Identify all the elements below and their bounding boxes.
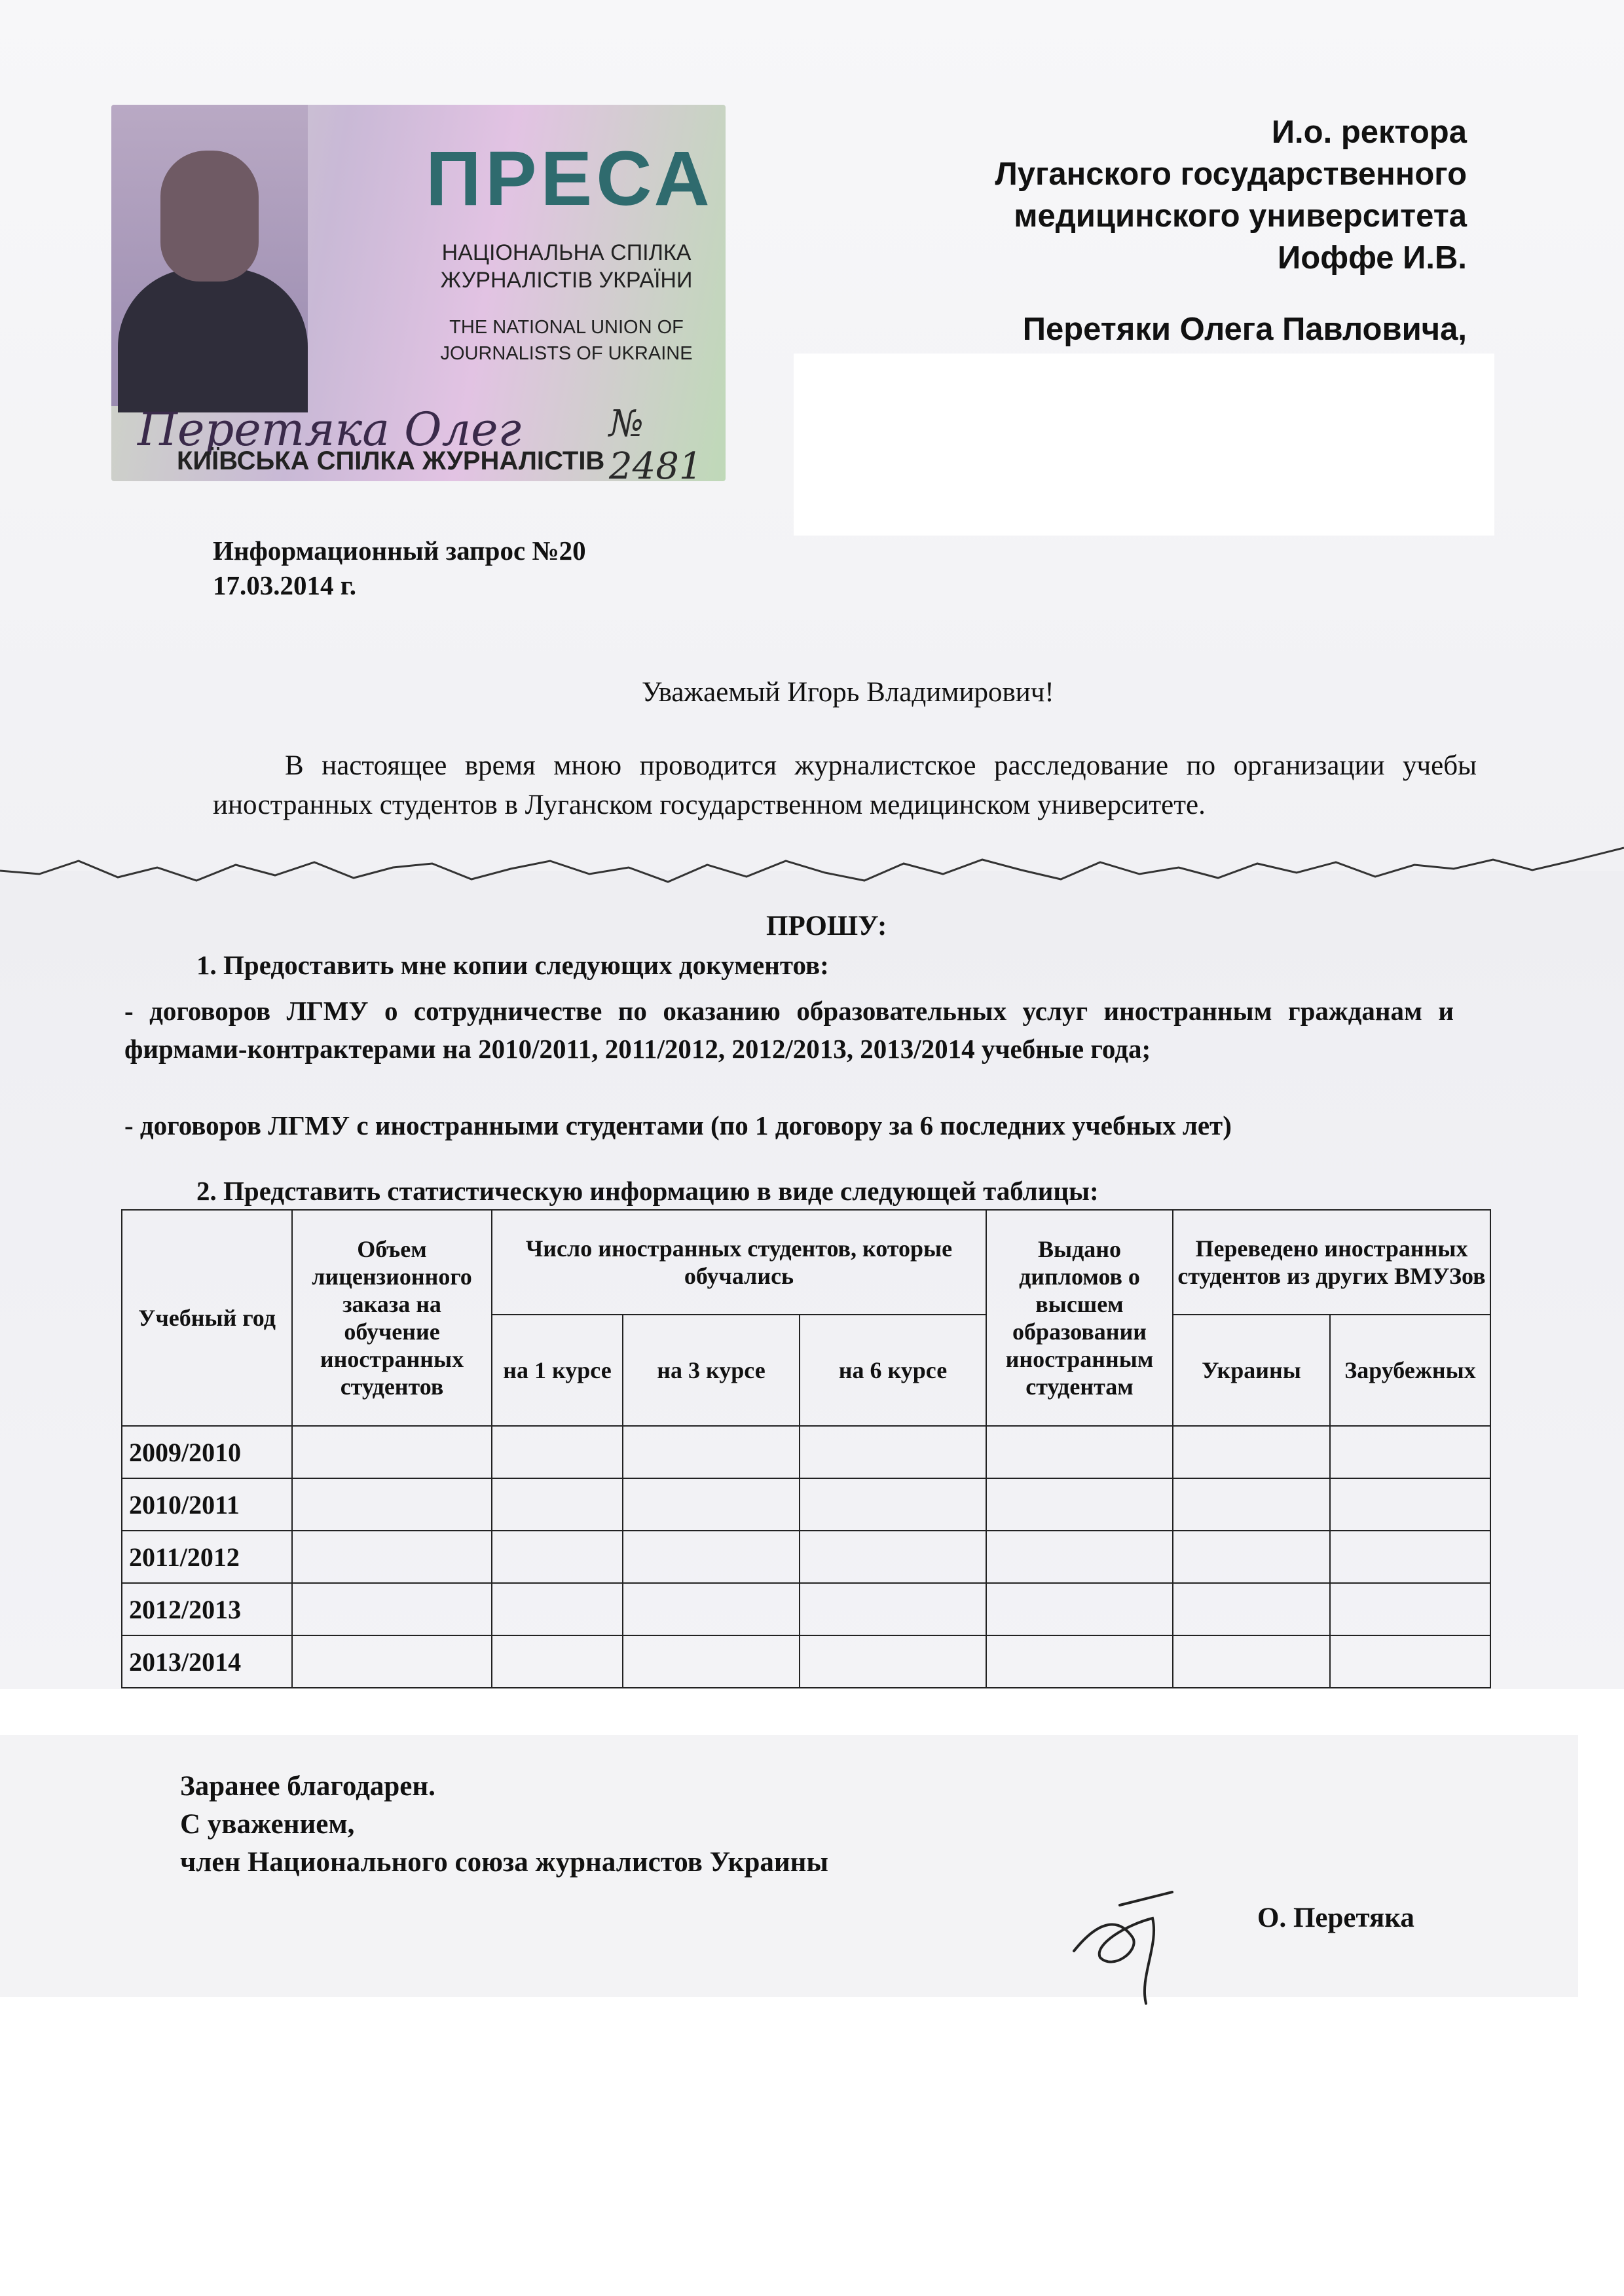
handwritten-signature bbox=[1061, 1879, 1192, 2010]
request-item-1b: - договоров ЛГМУ с иностранными студентами (по 1 договору за 6 последних учебных лет) bbox=[124, 1110, 1232, 1140]
redaction-band bbox=[0, 1689, 1624, 1728]
recipient-line: Луганского государственного bbox=[995, 156, 1467, 192]
intro-paragraph: В настоящее время мною проводится журналистское расследование по организации учебы иностранных студентов в Луганском государственном медицинском университете. bbox=[213, 750, 1477, 820]
press-card-union-uk: НАЦІОНАЛЬНА СПІЛКА ЖУРНАЛІСТІВ УКРАЇНИ bbox=[440, 240, 693, 293]
recipient-block bbox=[819, 111, 1467, 279]
table-row bbox=[122, 1583, 1490, 1635]
header-course-3: на 3 курсе bbox=[623, 1315, 800, 1426]
closing-member: член Национального союза журналистов Украины bbox=[180, 1847, 828, 1878]
row-year: 2010/2011 bbox=[122, 1478, 292, 1531]
table-row bbox=[122, 1426, 1490, 1478]
press-card-handwritten-name: Перетяка Олег bbox=[138, 403, 521, 456]
redaction-box bbox=[794, 354, 1494, 536]
closing-regards: С уважением, bbox=[180, 1809, 355, 1840]
recipient-line: И.о. ректора bbox=[1271, 115, 1467, 150]
header-course-6: на 6 курсе bbox=[800, 1315, 986, 1426]
request-title: Информационный запрос №20 bbox=[213, 536, 586, 566]
header-transferred: Переведено иностранных студентов из других ВМУЗов bbox=[1173, 1210, 1490, 1315]
header-diplomas: Выдано дипломов о высшем образовании иностранным студентам bbox=[986, 1210, 1173, 1426]
row-year: 2013/2014 bbox=[122, 1635, 292, 1688]
closing-thanks: Заранее благодарен. bbox=[180, 1771, 435, 1802]
sender-name: Перетяки Олега Павловича, bbox=[1022, 312, 1467, 347]
press-card-title: ПРЕСА bbox=[426, 136, 714, 222]
press-card bbox=[111, 105, 726, 481]
table-row bbox=[122, 1531, 1490, 1583]
press-card-kyiv-union: КИЇВСЬКА СПІЛКА ЖУРНАЛІСТІВ bbox=[177, 446, 605, 475]
press-card-number: № 2481 bbox=[609, 403, 703, 481]
row-year: 2009/2010 bbox=[122, 1426, 292, 1478]
table-row bbox=[122, 1478, 1490, 1531]
request-heading: ПРОШУ: bbox=[766, 911, 887, 941]
signer-name: О. Перетяка bbox=[1257, 1903, 1414, 1933]
request-item-1a: - договоров ЛГМУ о сотрудничестве по оказанию образовательных услуг иностранным гражданам и фирмами-контрактерами на 2010/2011, 2011/2012, 2012/2013, 2013/2014 учебные года; bbox=[124, 996, 1454, 1064]
table-row bbox=[122, 1635, 1490, 1688]
header-volume: Объем лицензионного заказа на обучение иностранных студентов bbox=[292, 1210, 492, 1426]
header-count: Число иностранных студентов, которые обучались bbox=[492, 1210, 986, 1315]
statistics-table bbox=[121, 1209, 1491, 1688]
request-date: 17.03.2014 г. bbox=[213, 570, 356, 600]
greeting: Уважаемый Игорь Владимирович! bbox=[642, 677, 1054, 708]
portrait-photo bbox=[111, 105, 308, 406]
header-ukraine: Украины bbox=[1173, 1315, 1330, 1426]
row-year: 2012/2013 bbox=[122, 1583, 292, 1635]
header-year: Учебный год bbox=[122, 1210, 292, 1426]
recipient-line: Иоффе И.В. bbox=[1278, 240, 1467, 276]
press-card-union-en: THE NATIONAL UNION OF JOURNALISTS OF UKRAINE bbox=[440, 317, 693, 364]
header-foreign: Зарубежных bbox=[1330, 1315, 1490, 1426]
recipient-line: медицинского университета bbox=[1014, 198, 1467, 234]
request-item-1: 1. Предоставить мне копии следующих документов: bbox=[196, 950, 829, 980]
header-course-1: на 1 курсе bbox=[492, 1315, 623, 1426]
closing-block bbox=[180, 1768, 828, 1882]
request-item-2: 2. Представить статистическую информацию в виде следующей таблицы: bbox=[196, 1176, 1099, 1206]
torn-edge bbox=[0, 822, 1624, 894]
row-year: 2011/2012 bbox=[122, 1531, 292, 1583]
